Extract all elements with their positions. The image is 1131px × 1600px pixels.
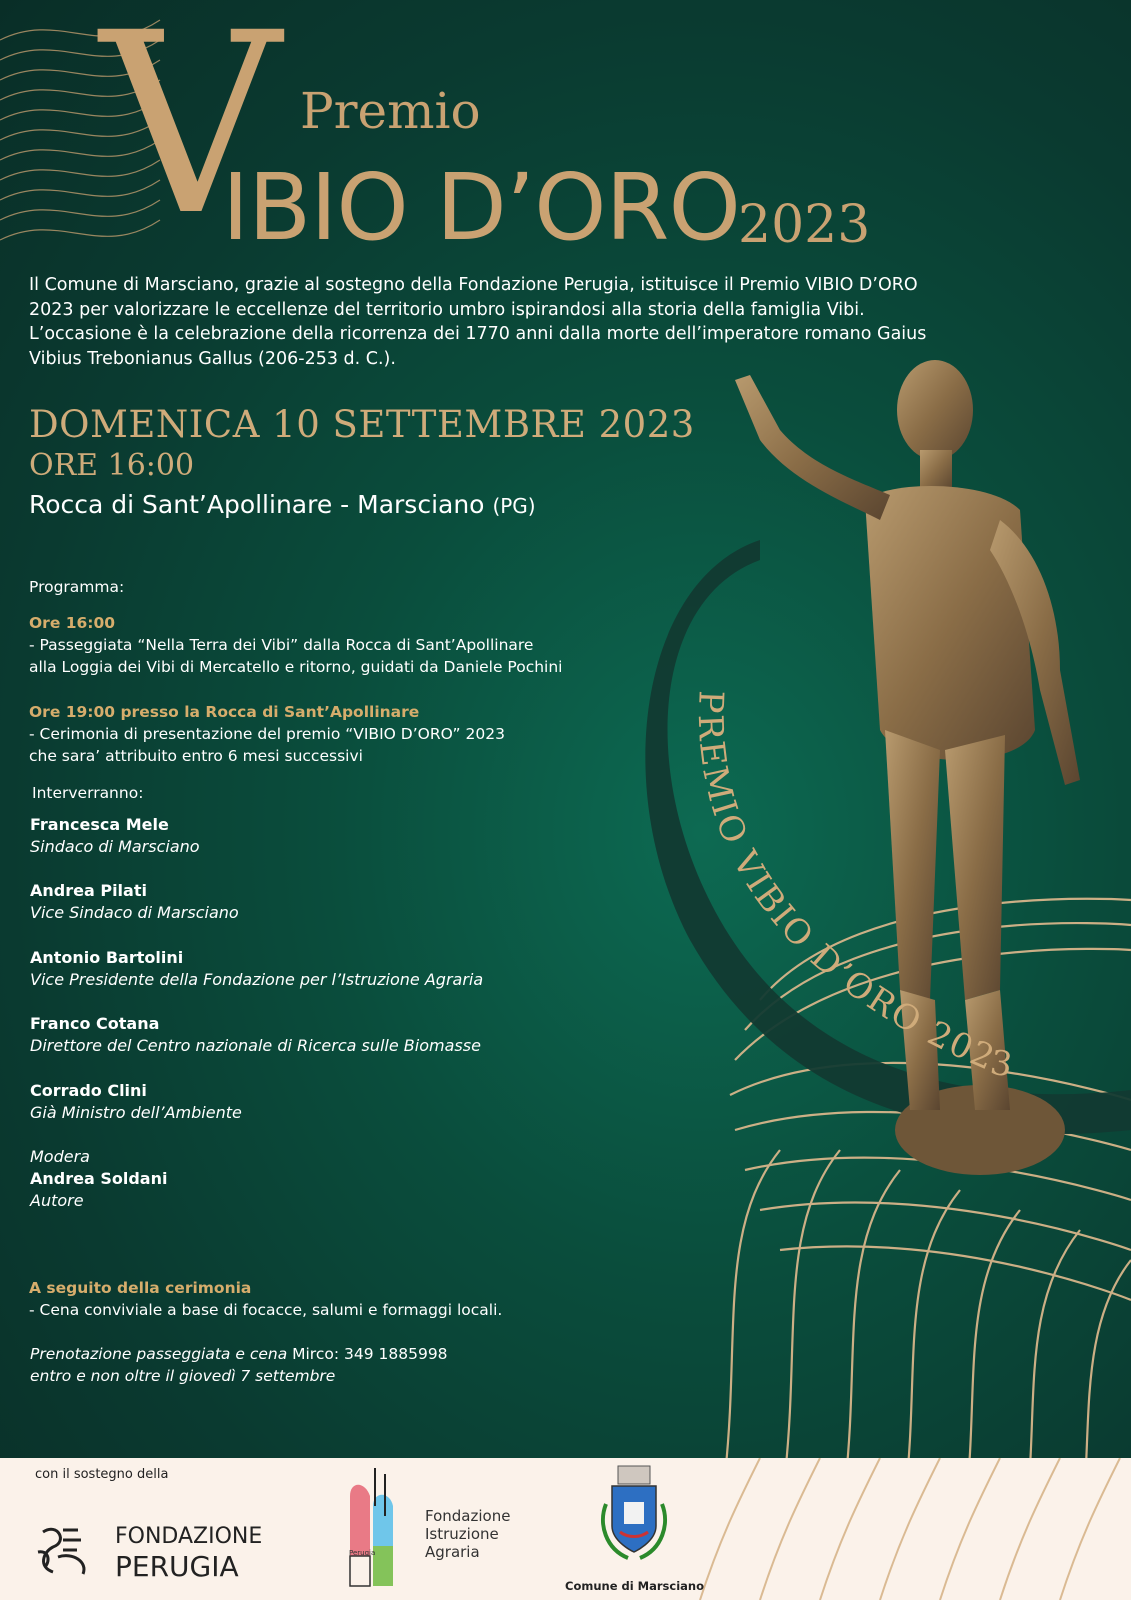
- comune-marsciano-crest-icon: [594, 1464, 674, 1576]
- event-place-name: Rocca di Sant’Apollinare - Marsciano: [29, 490, 485, 519]
- speaker-name: Antonio Bartolini: [30, 948, 184, 967]
- fondazione-perugia-line2: PERUGIA: [115, 1550, 239, 1583]
- title-premio: Premio: [300, 82, 481, 140]
- slot-2: [29, 701, 505, 767]
- title-year: 2023: [738, 195, 871, 255]
- svg-text:PREMIO VIBIO D’ORO 2023: [690, 690, 1017, 1086]
- after-heading: A seguito della cerimonia: [29, 1279, 252, 1297]
- fia-line3: Agraria: [425, 1543, 480, 1561]
- comune-marsciano-label: Comune di Marsciano: [565, 1579, 705, 1593]
- slot-1-line: alla Loggia dei Vibi di Mercatello e ritorno, guidati da Daniele Pochini: [29, 658, 563, 676]
- speaker: [30, 880, 239, 924]
- moderator-label: Modera: [30, 1147, 90, 1166]
- interverranno-label: Interverranno:: [32, 784, 144, 802]
- intro-line: Vibius Trebonianus Gallus (206-253 d. C.).: [29, 348, 396, 369]
- slot-2-line: - Cerimonia di presentazione del premio “VIBIO D’ORO” 2023: [29, 725, 505, 743]
- booking-info: [30, 1343, 448, 1387]
- speaker-role: Vice Presidente della Fondazione per l’Istruzione Agraria: [30, 970, 484, 989]
- fia-small-label: Perugia: [349, 1549, 376, 1557]
- event-place: [29, 490, 536, 519]
- ring-text: PREMIO VIBIO D’ORO 2023: [689, 689, 1017, 1086]
- speaker-name: Corrado Clini: [30, 1081, 147, 1100]
- speaker-role: Direttore del Centro nazionale di Ricerca sulle Biomasse: [30, 1036, 481, 1055]
- title-main: IBIO D’ORO: [222, 154, 740, 261]
- speaker: [30, 1080, 242, 1124]
- speaker: [30, 947, 483, 991]
- booking-deadline: entro e non oltre il giovedì 7 settembre: [30, 1367, 336, 1385]
- event-time: ORE 16:00: [29, 448, 195, 483]
- speaker: [30, 1013, 481, 1057]
- speaker-role: Vice Sindaco di Marsciano: [30, 903, 239, 922]
- event-place-province: (PG): [492, 494, 536, 518]
- after-line: - Cena conviviale a base di focacce, salumi e formaggi locali.: [29, 1301, 503, 1319]
- slot-2-heading: Ore 19:00 presso la Rocca di Sant’Apollinare: [29, 703, 420, 721]
- fia-line2: Istruzione: [425, 1525, 499, 1543]
- moderator-name: Andrea Soldani: [30, 1169, 168, 1188]
- programma-label: Programma:: [29, 578, 125, 596]
- fondazione-perugia-griffin-icon: [33, 1522, 103, 1580]
- event-date: DOMENICA 10 SETTEMBRE 2023: [29, 403, 695, 446]
- intro-line: L’occasione è la celebrazione della ricorrenza dei 1770 anni dalla morte dell’imperatore romano Gaius: [29, 324, 927, 344]
- intro-paragraph: [29, 273, 1109, 371]
- booking-contact: Mirco: 349 1885998: [287, 1345, 448, 1363]
- slot-1-line: - Passeggiata “Nella Terra dei Vibi” dalla Rocca di Sant’Apollinare: [29, 636, 534, 654]
- speaker-name: Francesca Mele: [30, 815, 169, 834]
- intro-line: Il Comune di Marsciano, grazie al sostegno della Fondazione Perugia, istituisce il Premio VIBIO D’ORO: [29, 275, 918, 295]
- moderator: [30, 1146, 167, 1212]
- sponsor-label: con il sostegno della: [35, 1467, 169, 1482]
- slot-1-heading: Ore 16:00: [29, 614, 116, 632]
- speaker: [30, 814, 200, 858]
- title-v-letter: V: [100, 0, 281, 270]
- speaker-role: Sindaco di Marsciano: [30, 837, 200, 856]
- slot-1: [29, 612, 563, 678]
- after-ceremony: [29, 1277, 502, 1321]
- slot-2-line: che sara’ attribuito entro 6 mesi successivi: [29, 747, 363, 765]
- booking-italic: Prenotazione passeggiata e cena: [30, 1345, 288, 1363]
- moderator-role: Autore: [30, 1191, 84, 1210]
- speaker-name: Andrea Pilati: [30, 881, 147, 900]
- speaker-role: Già Ministro dell’Ambiente: [30, 1103, 242, 1122]
- speaker-name: Franco Cotana: [30, 1014, 160, 1033]
- fia-line1: Fondazione: [425, 1507, 511, 1525]
- intro-line: 2023 per valorizzare le eccellenze del territorio umbro ispirandosi alla storia della famiglia Vibi.: [29, 299, 865, 320]
- fondazione-perugia-line1: FONDAZIONE: [115, 1524, 263, 1549]
- fondazione-istruzione-agraria-logo-icon: [345, 1466, 423, 1592]
